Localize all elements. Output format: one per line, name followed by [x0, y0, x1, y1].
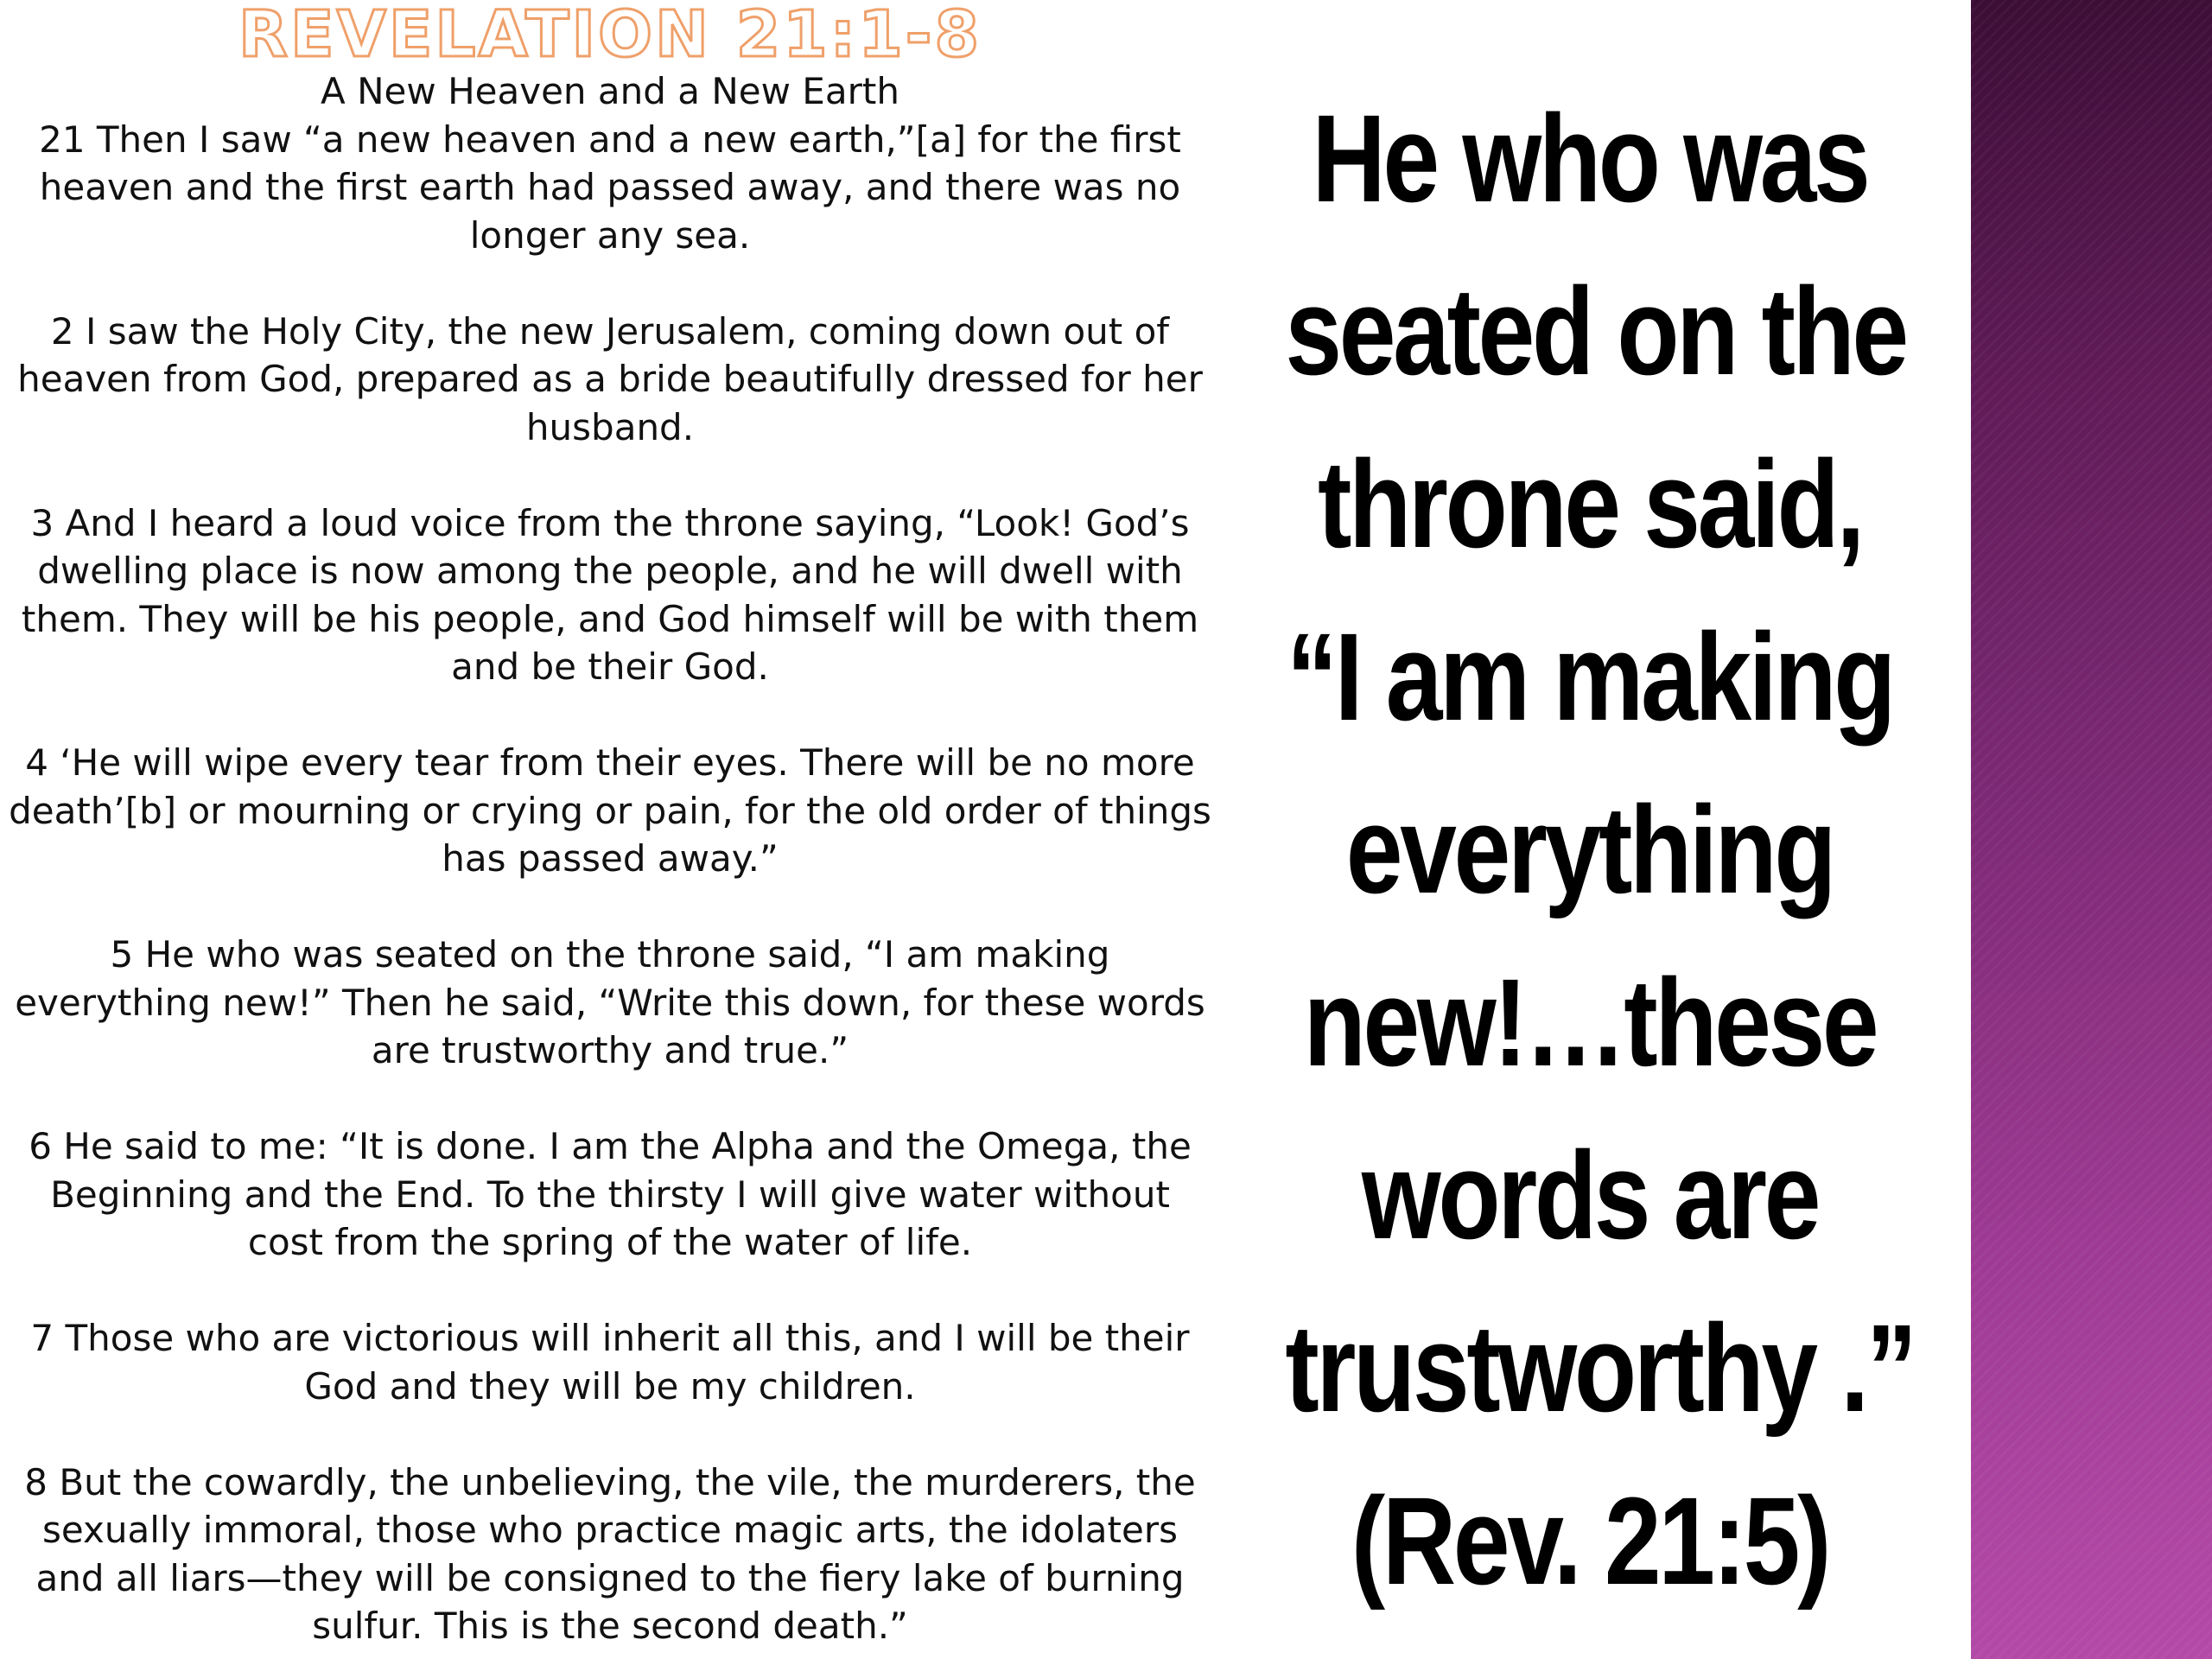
- quote-line: trustworthy .”: [1285, 1299, 1915, 1438]
- verse-4: 4 ‘He will wipe every tear from their eyes. There will be no more death’[b] or mourning or crying or pain, for the old order of things has passed away.”: [9, 741, 1211, 880]
- quote-line: new!…these: [1303, 953, 1877, 1092]
- verse-5: 5 He who was seated on the throne said, “I am making everything new!” Then he said, “Write this down, for these words are trustworthy and true.”: [15, 933, 1205, 1071]
- quote-line: throne said,: [1318, 435, 1862, 574]
- quote-reference: (Rev. 21:5): [1351, 1471, 1829, 1611]
- band-stripe-pattern: [1971, 0, 2212, 1659]
- quote-line: seated on the: [1285, 262, 1906, 401]
- scripture-passage: [9, 67, 1211, 1650]
- verse-6: 6 He said to me: “It is done. I am the Alpha and the Omega, the Beginning and the End. To the thirsty I will give water without cost from the spring of the water of life.: [29, 1125, 1192, 1263]
- verse-1: 21 Then I saw “a new heaven and a new earth,”[a] for the first heaven and the first earth had passed away, and there was no longer any sea.: [39, 118, 1181, 257]
- slide-title: REVELATION 21:1-8: [238, 0, 982, 72]
- quote-line: “I am making: [1286, 607, 1894, 747]
- verse-7: 7 Those who are victorious will inherit all this, and I will be their God and they will be my children.: [30, 1317, 1190, 1408]
- passage-subtitle: A New Heaven and a New Earth: [321, 70, 899, 112]
- verse-2: 2 I saw the Holy City, the new Jerusalem, coming down out of heaven from God, prepared as a bride beautifully dressed for her husband.: [17, 309, 1203, 448]
- decorative-purple-band: [1971, 0, 2212, 1659]
- quote-line: He who was: [1312, 89, 1868, 228]
- verse-8: 8 But the cowardly, the unbelieving, the vile, the murderers, the sexually immoral, those who practice magic arts, the idolaters and all liars—they will be consigned to the fiery lake of burning sulfur. This is the second death.”: [24, 1460, 1196, 1647]
- quote-line: everything: [1345, 780, 1834, 919]
- quote-line: words are: [1361, 1126, 1819, 1265]
- verse-3: 3 And I heard a loud voice from the throne saying, “Look! God’s dwelling place is now among the people, and he will dwell with them. They will be his people, and God himself will be with them and be their God.: [21, 501, 1199, 688]
- highlight-quote: [1285, 73, 1915, 1628]
